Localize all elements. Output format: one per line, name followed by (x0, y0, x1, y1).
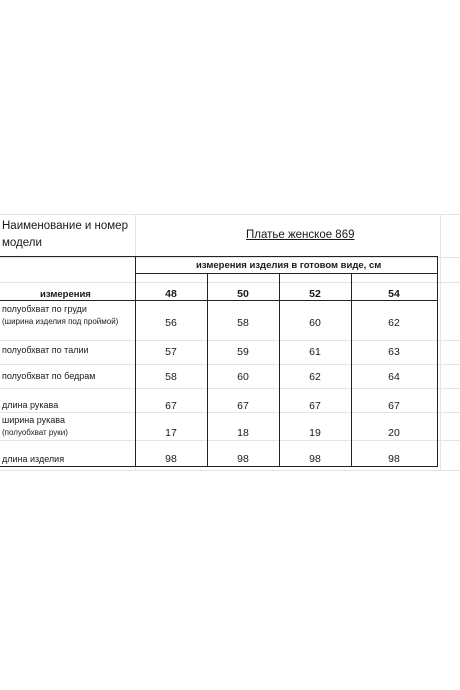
table-cell: 64 (388, 371, 400, 383)
gridline (0, 257, 460, 258)
table-border-bottom (0, 466, 438, 467)
size-header: 54 (388, 288, 400, 300)
table-cell: 59 (237, 346, 249, 358)
table-cell: 67 (309, 400, 321, 412)
table-cell: 18 (237, 427, 249, 439)
table-cell: 98 (388, 453, 400, 465)
gridline (0, 412, 460, 413)
table-cell: 67 (237, 400, 249, 412)
table-cell: 58 (237, 317, 249, 329)
table-cell: 63 (388, 346, 400, 358)
size-header: 52 (309, 288, 321, 300)
table-cell: 67 (388, 400, 400, 412)
size-header: 48 (165, 288, 177, 300)
row-label: длина изделия (2, 454, 65, 464)
column-border (351, 273, 352, 467)
table-cell: 67 (165, 400, 177, 412)
column-border (135, 256, 136, 467)
size-header: 50 (237, 288, 249, 300)
gridline (0, 440, 460, 441)
column-border (207, 273, 208, 467)
row-label: полуобхват по бедрам (2, 371, 96, 381)
table-cell: 17 (165, 427, 177, 439)
caption-border (135, 273, 438, 274)
measurements-header: измерения (40, 289, 91, 300)
column-border (279, 273, 280, 467)
gridline (0, 282, 460, 283)
header-border (0, 300, 438, 301)
table-border-right (437, 256, 438, 467)
table-cell: 58 (165, 371, 177, 383)
row-sublabel: (ширина изделия под проймой) (2, 317, 119, 326)
row-sublabel: (полуобхват руки) (2, 428, 68, 437)
gridline (0, 388, 460, 389)
row-label: полуобхват по груди (2, 304, 87, 314)
table-cell: 60 (309, 317, 321, 329)
table-caption: измерения изделия в готовом виде, см (196, 260, 382, 271)
gridline (440, 214, 441, 470)
table-cell: 61 (309, 346, 321, 358)
table-cell: 19 (309, 427, 321, 439)
gridline (0, 340, 460, 341)
model-title: Платье женское 869 (246, 229, 355, 241)
table-cell: 62 (388, 317, 400, 329)
table-cell: 56 (165, 317, 177, 329)
table-cell: 20 (388, 427, 400, 439)
table-cell: 98 (237, 453, 249, 465)
model-name-label-line1: Наименование и номер (2, 220, 128, 232)
table-cell: 62 (309, 371, 321, 383)
table-cell: 98 (309, 453, 321, 465)
row-label: ширина рукава (2, 415, 65, 425)
table-border-top (0, 256, 438, 257)
row-label: длина рукава (2, 400, 59, 410)
row-label: полуобхват по талии (2, 345, 89, 355)
model-name-label-line2: модели (2, 237, 42, 249)
table-cell: 60 (237, 371, 249, 383)
table-cell: 98 (165, 453, 177, 465)
gridline (0, 470, 460, 471)
table-cell: 57 (165, 346, 177, 358)
gridline (0, 364, 460, 365)
gridline (0, 214, 460, 215)
